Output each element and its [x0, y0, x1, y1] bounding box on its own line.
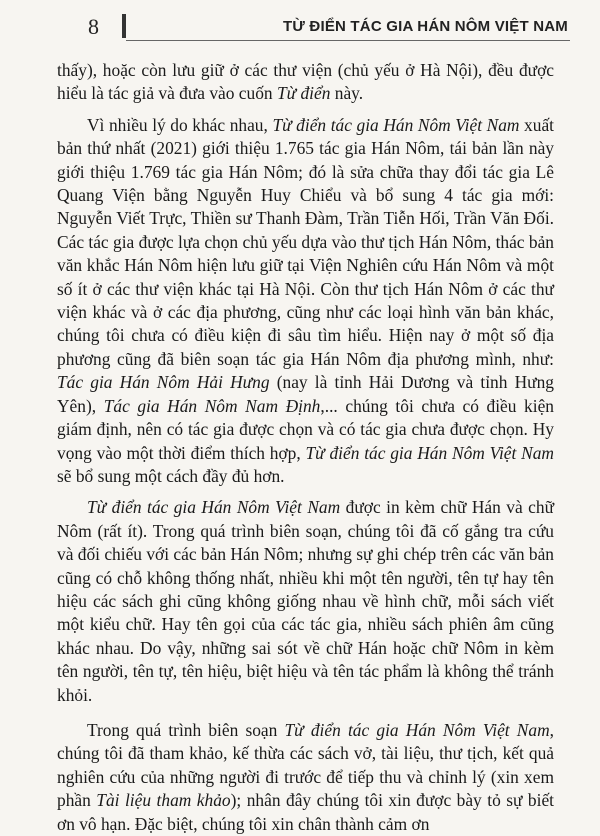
- running-title: TỪ ĐIỂN TÁC GIA HÁN NÔM VIỆT NAM: [283, 18, 568, 35]
- header-rule: [126, 40, 570, 41]
- running-header: [0, 0, 600, 50]
- paragraph-4: Trong quá trình biên soạn Từ điển tác gia Hán Nôm Việt Nam, chúng tôi đã tham khảo, kế thừa các sách vở, tài liệu, thư tịch, kết quả nghiên cứu của những người đi trước để tiếp thu và chỉnh lý (xin xem phần Tài liệu tham khảo); nhân đây chúng tôi xin được bày tỏ sự biết ơn vô hạn. Đặc biệt, chúng tôi xin chân thành cảm ơn: [57, 719, 554, 834]
- paragraph-2: Vì nhiều lý do khác nhau, Từ điển tác gia Hán Nôm Việt Nam xuất bản thứ nhất (2021) giới thiệu 1.765 tác gia Hán Nôm, tái bản lần này giới thiệu 1.769 tác gia Hán Nôm; đó là sửa chữa thay đổi tác gia Lê Quang Viện bằng Nguyễn Huy Chiểu và bổ sung 4 tác gia mới: Nguyễn Viết Trực, Thiền sư Thanh Đàm, Trần Tiễn Hối, Trần Văn Đối. Các tác gia được lựa chọn chủ yếu dựa vào thư tịch Hán Nôm, thác bản văn khắc Hán Nôm hiện lưu giữ tại Viện Nghiên cứu Hán Nôm và một số ít ở các thư viện khác tại Hà Nội. Còn thư tịch Hán Nôm ở các thư viện khác và ở các địa phương, cũng như các loại hình văn bản khác, chúng tôi chưa có điều kiện đi sâu tìm hiểu. Hiện nay ở một số địa phương cũng đã biên soạn tác gia Hán Nôm địa phương mình, như: Tác gia Hán Nôm Hải Hưng (nay là tỉnh Hải Dương và tỉnh Hưng Yên), Tác gia Hán Nôm Nam Định,... chúng tôi chưa có điều kiện giám định, nên có tác gia được chọn và có tác gia chưa được chọn. Hy vọng vào một thời điểm thích hợp, Từ điển tác gia Hán Nôm Việt Nam sẽ bổ sung một cách đầy đủ hơn.: [57, 114, 554, 486]
- page-body: [57, 59, 554, 836]
- page-number: 8: [88, 14, 99, 39]
- paragraph-3: Từ điển tác gia Hán Nôm Việt Nam được in kèm chữ Hán và chữ Nôm (rất ít). Trong quá trình biên soạn, chúng tôi đã cố gắng tra cứu và đối chiếu với các bản Hán Nôm; nhưng sự ghi chép trên các văn bản cũng có chỗ không thống nhất, nhiều khi một tên người, tên tự hay tên hiệu các sách ghi cũng không giống nhau về hình chữ, mỗi sách viết một kiểu chữ. Hay tên gọi của các tác gia, nhiều sách phiên âm cũng khác nhau. Do vậy, những sai sót về chữ Hán hoặc chữ Nôm in kèm tên người, tên tự, tên hiệu, biệt hiệu và tên tác phẩm là không thể tránh khỏi.: [57, 497, 554, 705]
- paragraph-1: thấy), hoặc còn lưu giữ ở các thư viện (chủ yếu ở Hà Nội), đều được hiểu là tác giả và đưa vào cuốn Từ điển này.: [57, 60, 554, 104]
- header-divider-bar: [122, 14, 126, 38]
